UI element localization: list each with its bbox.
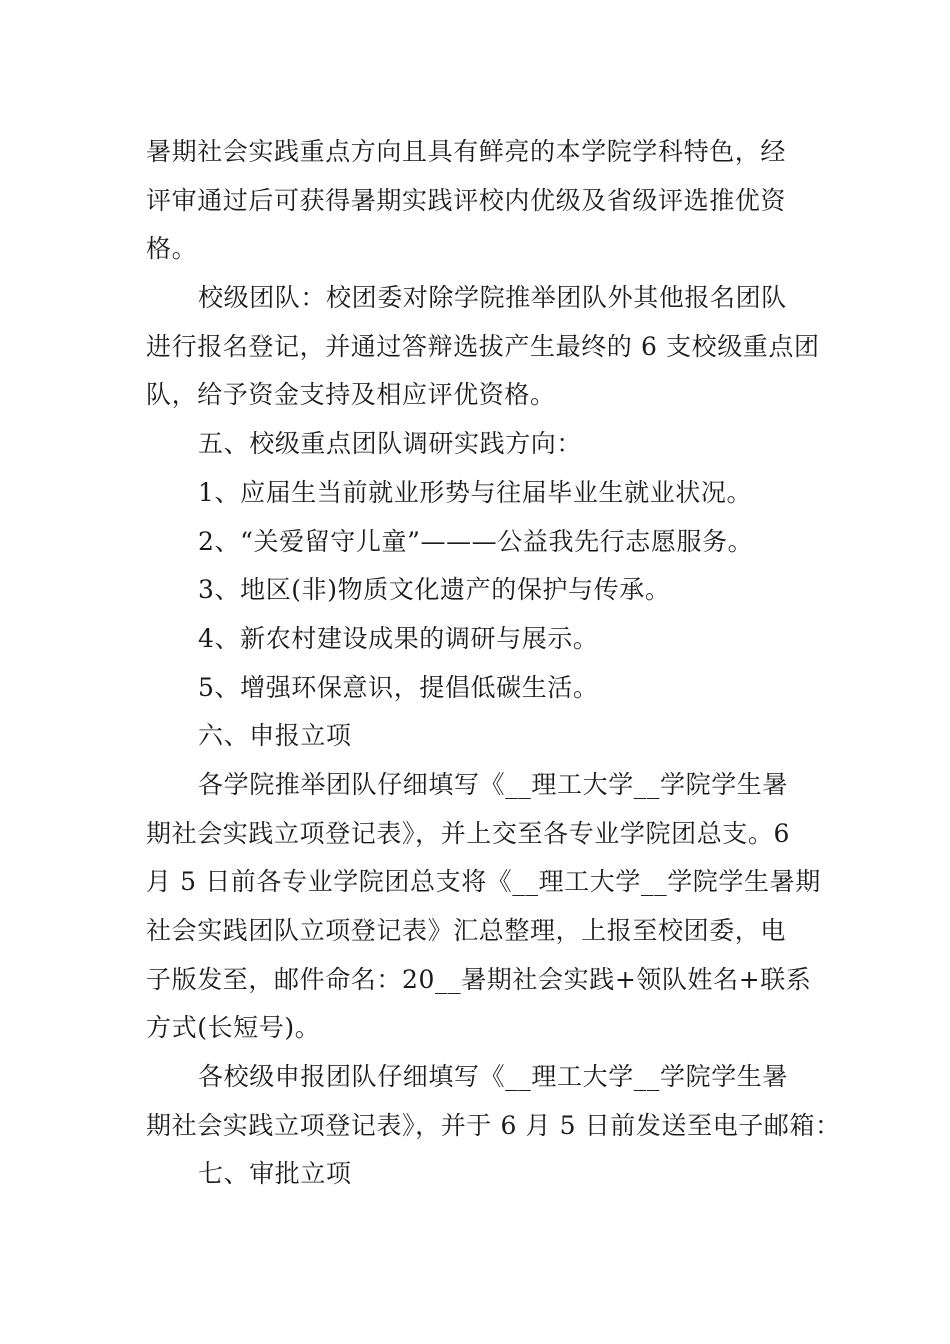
section-heading-five: 五、校级重点团队调研实践方向： [198,429,583,459]
body-line: 格。 [146,234,198,264]
body-line: 期社会实践立项登记表》，并上交至各专业学院团总支。6 [146,818,791,848]
body-line: 队，给予资金支持及相应评优资格。 [146,380,556,410]
list-item: 4、新农村建设成果的调研与展示。 [198,623,599,653]
list-item: 1、应届生当前就业形势与往届毕业生就业状况。 [198,477,753,507]
paragraph-school-application: 各校级申报团队仔细填写《__理工大学__学院学生暑 [198,1062,789,1092]
body-line: 期社会实践立项登记表》，并于 6 月 5 日前发送至电子邮箱： [146,1110,841,1140]
paragraph-college-application: 各学院推举团队仔细填写《__理工大学__学院学生暑 [198,769,789,799]
body-line: 方式(长短号)。 [146,1013,321,1043]
body-line: 评审通过后可获得暑期实践评校内优级及省级评选推优资 [146,185,787,215]
body-line: 进行报名登记，并通过答辩选拔产生最终的 6 支校级重点团 [146,331,820,361]
section-heading-seven: 七、审批立项 [198,1159,352,1189]
paragraph-school-team: 校级团队：校团委对除学院推举团队外其他报名团队 [198,283,787,313]
document-body [146,128,841,1199]
body-line: 月 5 日前各专业学院团总支将《__理工大学__学院学生暑期 [146,867,821,897]
list-item: 3、地区(非)物质文化遗产的保护与传承。 [198,575,671,605]
body-line: 社会实践团队立项登记表》汇总整理，上报至校团委，电 [146,916,787,945]
section-heading-six: 六、申报立项 [198,721,352,751]
body-line: 子版发至，邮件命名：20__暑期社会实践+领队姓名+联系 [146,964,812,994]
body-line: 暑期社会实践重点方向且具有鲜亮的本学院学科特色，经 [146,137,787,166]
list-item: 2、“关爱留守儿童”———公益我先行志愿服务。 [198,526,754,556]
list-item: 5、增强环保意识，提倡低碳生活。 [198,672,599,702]
